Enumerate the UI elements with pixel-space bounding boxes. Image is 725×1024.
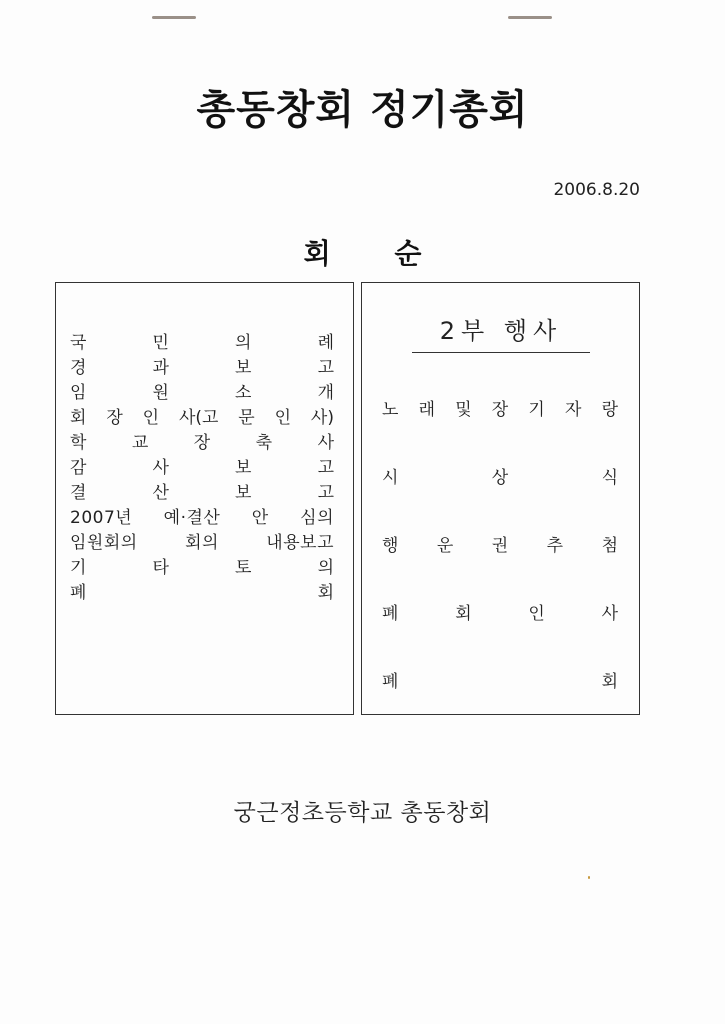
agenda-item: 학 교 장 축 사 — [70, 433, 334, 453]
agenda-item: 국 민 의 례 — [70, 333, 334, 353]
agenda-item: 감 사 보 고 — [70, 458, 334, 478]
organizer-footer: 궁근정초등학교 총동창회 — [233, 800, 492, 826]
agenda-item: 임 원 소 개 — [70, 383, 334, 403]
event-date: 2006.8.20 — [553, 180, 640, 200]
agenda-item: 2007년 예·결산 안 심의 — [70, 508, 334, 528]
event-item: 시 상 식 — [382, 468, 618, 488]
staple-mark-left — [152, 16, 196, 19]
event-item: 폐 회 인 사 — [382, 604, 618, 624]
staple-mark-right — [508, 16, 552, 19]
part2-box — [361, 282, 640, 715]
program-heading: 회 순 — [303, 237, 422, 270]
agenda-item: 기 타 토 의 — [70, 558, 334, 578]
agenda-item: 경 과 보 고 — [70, 358, 334, 378]
agenda-item: 폐 회 — [70, 583, 334, 603]
agenda-box — [55, 282, 354, 715]
part2-heading: 2부 행사 — [412, 311, 590, 353]
document-title: 총동창회 정기총회 — [196, 87, 529, 133]
agenda-item: 회 장 인 사(고 문 인 사) — [70, 408, 334, 428]
agenda-list — [70, 331, 334, 606]
event-item: 폐 회 — [382, 672, 618, 692]
event-item: 행 운 권 추 첨 — [382, 536, 618, 556]
agenda-item: 임원회의 회의 내용보고 — [70, 533, 334, 553]
part2-event-list — [382, 395, 618, 735]
agenda-item: 결 산 보 고 — [70, 483, 334, 503]
paper-speck — [588, 876, 590, 879]
event-item: 노 래 및 장 기 자 랑 — [382, 400, 618, 420]
